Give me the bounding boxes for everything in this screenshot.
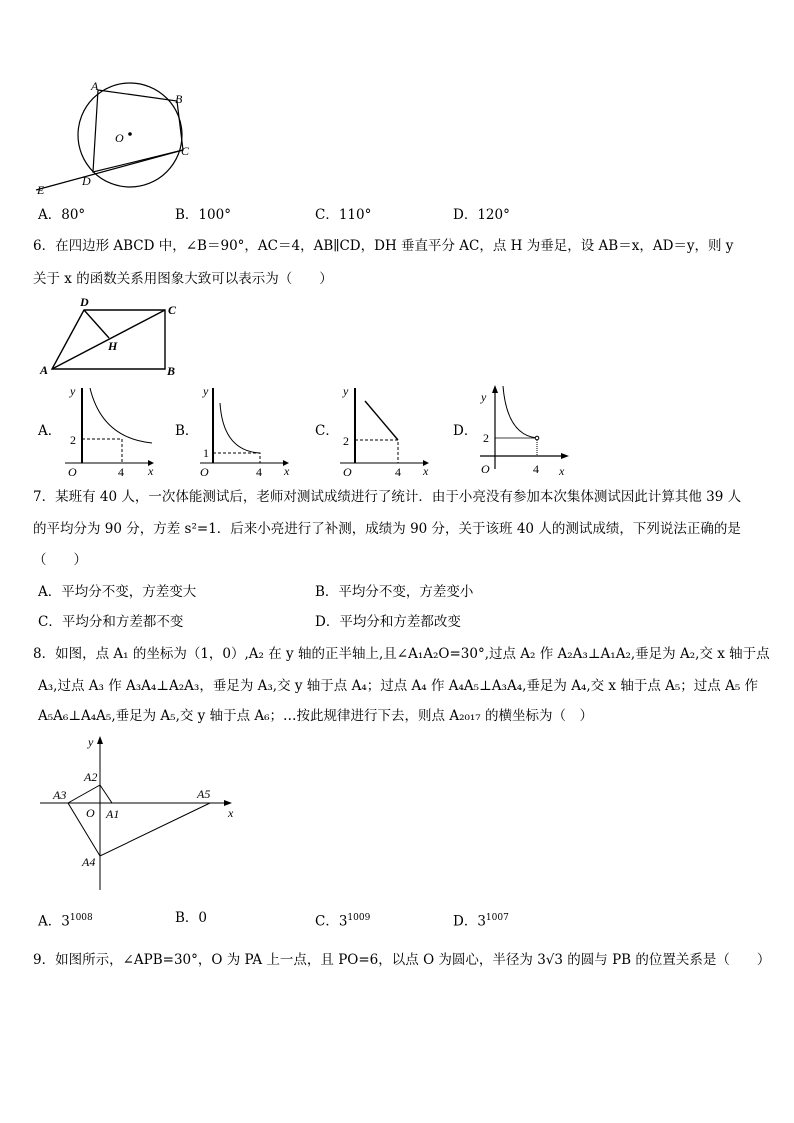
q7-text-line1: 7．某班有 40 人，一次体能测试后，老师对测试成绩进行了统计．由于小亮没有参加本次集体测试因此计算其他 39 人 <box>33 489 742 505</box>
q8-option-a-base: A．3 <box>38 913 70 930</box>
svg-text:2: 2 <box>343 434 349 448</box>
q8-option-b-value: B．0 <box>175 910 208 926</box>
svg-text:H: H <box>108 339 118 353</box>
q8-option-d <box>453 909 509 931</box>
q6-option-a-label: A． <box>38 423 62 439</box>
q8-text-line1: 8．如图，点 A₁ 的坐标为（1，0）,A₂ 在 y 轴的正半轴上,且∠A₁A₂O=30°,过点 A₂ 作 A₂A₃⊥A₁A₂,垂足为 A₂,交 x 轴于点 <box>33 646 770 662</box>
q7-option-b: B．平均分不变，方差变小 <box>315 584 474 600</box>
svg-text:2: 2 <box>70 433 76 447</box>
q8-option-c <box>315 909 370 931</box>
svg-text:B: B <box>167 364 176 378</box>
q5-option-c: C．110° <box>315 207 372 223</box>
q8-option-c-exponent: 1009 <box>347 913 371 923</box>
q6-option-c-graph <box>335 383 435 478</box>
svg-text:O: O <box>86 806 95 820</box>
q7-option-d: D．平均分和方差都改变 <box>315 614 461 630</box>
svg-text:A: A <box>91 79 99 93</box>
q6-text-line2: 关于 x 的函数关系用图象大致可以表示为（ ） <box>33 271 333 287</box>
svg-text:O: O <box>343 465 352 479</box>
svg-text:A5: A5 <box>197 787 211 801</box>
q7-text-line2: 的平均分为 90 分，方差 s²=1．后来小亮进行了补测，成绩为 90 分，关于该班 40 人的测试成绩，下列说法正确的是 <box>33 521 741 537</box>
svg-text:A1: A1 <box>106 807 120 821</box>
q8-option-d-exponent: 1007 <box>485 913 509 923</box>
q6-option-d-graph <box>475 383 575 478</box>
svg-text:A: A <box>40 363 49 377</box>
svg-text:y: y <box>203 384 209 398</box>
q8-option-b <box>175 909 207 927</box>
svg-text:D: D <box>80 295 89 309</box>
q5-option-a: A．80° <box>38 207 86 223</box>
svg-text:C: C <box>181 144 190 158</box>
q5-option-b: B．100° <box>175 207 231 223</box>
svg-text:B: B <box>175 92 183 106</box>
svg-text:x: x <box>228 806 234 820</box>
q8-coordinate-figure <box>0 0 250 900</box>
svg-text:4: 4 <box>395 465 401 479</box>
q9-text: 9．如图所示，∠APB=30°，O 为 PA 上一点，且 PO=6，以点 O 为圆心，半径为 3√3 的圆与 PB 的位置关系是（ ） <box>33 952 771 968</box>
svg-text:1: 1 <box>203 446 209 460</box>
svg-text:x: x <box>284 464 290 478</box>
q6-option-b-label: B． <box>175 423 199 439</box>
svg-text:4: 4 <box>118 465 124 479</box>
q8-option-a <box>38 909 93 931</box>
q8-option-c-base: C．3 <box>315 913 348 930</box>
svg-text:O: O <box>200 465 209 479</box>
svg-text:E: E <box>37 183 45 197</box>
svg-text:x: x <box>148 464 154 478</box>
svg-text:O: O <box>68 465 77 479</box>
q8-option-a-exponent: 1008 <box>69 913 93 923</box>
svg-text:4: 4 <box>533 462 539 476</box>
svg-text:A4: A4 <box>82 855 96 869</box>
svg-text:y: y <box>343 384 349 398</box>
svg-text:A2: A2 <box>84 770 98 784</box>
q8-text-line2: A₃,过点 A₃ 作 A₃A₄⊥A₂A₃，垂足为 A₃,交 y 轴于点 A₄；过点 A₄ 作 A₄A₅⊥A₃A₄,垂足为 A₄,交 x 轴于点 A₅；过点 A₅ 作 <box>38 678 759 694</box>
svg-text:D: D <box>82 174 91 188</box>
svg-text:y: y <box>88 735 94 749</box>
q6-option-c-label: C． <box>315 423 339 439</box>
q7-text-line3: （ ） <box>33 552 87 568</box>
q7-option-a: A．平均分不变，方差变大 <box>38 584 197 600</box>
svg-text:4: 4 <box>256 465 262 479</box>
svg-text:A3: A3 <box>53 788 67 802</box>
svg-text:y: y <box>70 384 76 398</box>
q8-option-d-base: D．3 <box>453 913 486 930</box>
svg-text:y: y <box>481 390 487 404</box>
q7-option-c: C．平均分和方差都不变 <box>38 614 184 630</box>
q8-text-line3: A₅A₆⊥A₄A₅,垂足为 A₅,交 y 轴于点 A₆；…按此规律进行下去，则点 A₂₀₁₇ 的横坐标为（ ） <box>38 708 594 724</box>
q5-option-d: D．120° <box>453 207 510 223</box>
svg-text:x: x <box>559 464 565 478</box>
svg-text:2: 2 <box>483 431 489 445</box>
svg-text:C: C <box>168 303 177 317</box>
svg-text:O: O <box>481 462 490 476</box>
svg-text:x: x <box>423 464 429 478</box>
q6-option-d-label: D． <box>453 423 478 439</box>
svg-text:O: O <box>115 131 124 145</box>
q6-text-line1: 6．在四边形 ABCD 中，∠B＝90°，AC＝4，AB∥CD，DH 垂直平分 AC，点 H 为垂足，设 AB＝x，AD＝y，则 y <box>33 238 734 254</box>
